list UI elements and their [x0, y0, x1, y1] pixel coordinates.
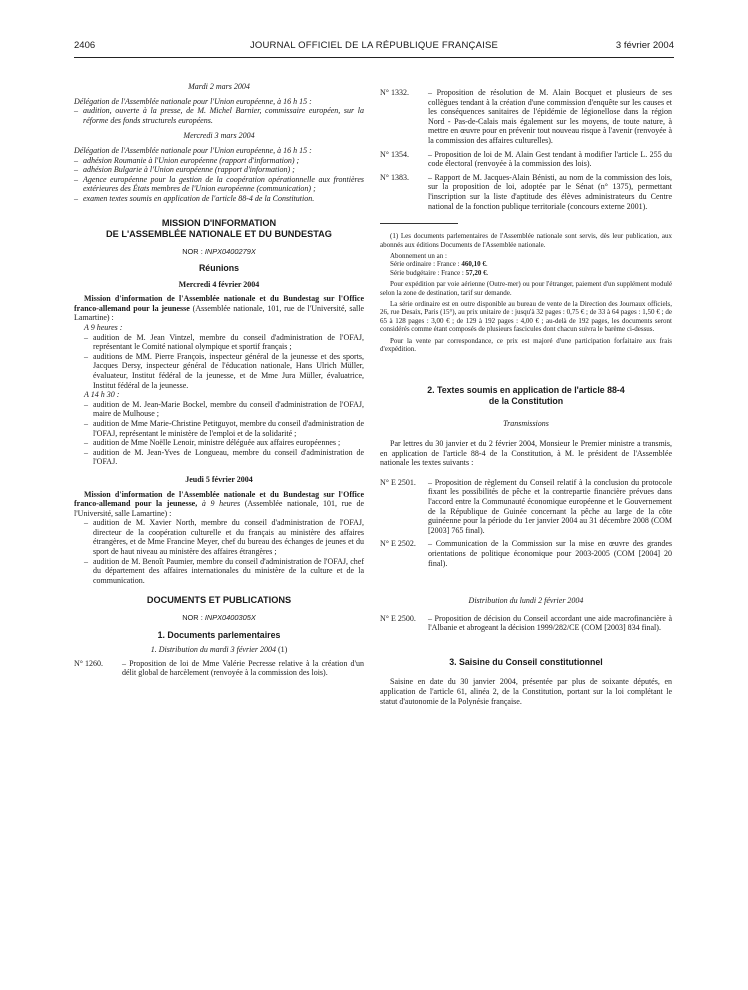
mercredi-delegation: Délégation de l'Assemblée nationale pour l'Union européenne, à 16 h 15 :	[74, 145, 312, 155]
jeudi5-item: – audition de M. Xavier North, membre du conseil d'administration de l'OFAJ, directeur de la coopération culturelle et du français au ministère des affaires étrangères, et de Mme Francine Meyer, chef du bureau des échanges de jeunes et du sport de haut niveau au ministère des affaires étrangères ;	[84, 518, 364, 557]
mercredi4-item: – audition de Mme Noëlle Lenoir, ministre déléguée aux affaires européennes ;	[84, 438, 341, 448]
mercredi4-intro: Mission d'information de l'Assemblée nationale et du Bundestag sur l'Office franco-allemand pour la jeunesse (Assemblée nationale, 101, rue de l'Université, salle Lamartine) :	[74, 294, 365, 323]
footnote-vente: La série ordinaire est en outre disponible au bureau de vente de la Direction des Journaux officiels, 26, rue Desaix, Paris (15°), au prix unitaire de : jusqu'à 32 pages : 0,75 € ; de 33 à 64 pages : 1,50 € ; de 65 à 128 pages : 3,00 € ; de 129 à 192 pages : 4,00 € ; au-delà de 192 pages, les documents seront considérés comme étant composés de plusieurs fascicules dont chacun suivra le barème ci-dessus.	[380, 299, 672, 334]
mission-title-line2: DE L'ASSEMBLÉE NATIONALE ET DU BUNDESTAG	[106, 229, 332, 240]
distribution-lundi: Distribution du lundi 2 février 2004	[468, 596, 584, 606]
s2-heading-line1: 2. Textes soumis en application de l'article 88-4	[427, 385, 625, 396]
footnote-budgetaire: Série budgétaire : France : 57,20 €.	[390, 268, 489, 277]
mercredi-heading: Mercredi 3 mars 2004	[183, 131, 255, 141]
footnote-correspondance: Pour la vente par correspondance, ce prix est majoré d'une participation forfaitaire aux frais d'expédition.	[380, 336, 672, 353]
mission-nor: NOR : INPX0400279X	[182, 246, 256, 256]
jeudi5-item: – audition de M. Benoît Paumier, membre du conseil d'administration de l'OFAJ, chef du département des affaires internationales du ministère de la culture et de la communication.	[84, 556, 364, 585]
mercredi4-item: – audition de Mme Marie-Christine Petitguyot, membre du conseil d'administration de l'OFAJ, représentant le ministère de l'emploi et de la solidarité ;	[84, 418, 364, 438]
mercredi4-item: – audition de M. Jean-Yves de Longueau, membre du conseil d'administration de l'OFAJ.	[84, 447, 364, 467]
mercredi4-time1: A 9 heures :	[84, 323, 123, 332]
header-rule	[74, 57, 674, 58]
issue-date: 3 février 2004	[615, 40, 674, 51]
docs-distribution: 1. Distribution du mardi 3 février 2004 (1)	[150, 645, 288, 655]
doc-1354: N° 1354. – Proposition de loi de M. Alain Gest tendant à modifier l'article L. 255 du code électoral (renvoyée à la commission des lois).	[380, 149, 672, 169]
doc-1383: N° 1383. – Rapport de M. Jacques-Alain Bénisti, au nom de la commission des lois, sur la proposition de loi, adoptée par le Sénat (n° 1375), permettant l'inscription sur la liste d'aptitude des élèves administrateurs du Centre national de la fonction publique territoriale (concours externe 2001).	[380, 172, 672, 211]
mercredi4-item: – audition de M. Jean-Marie Bockel, membre du conseil d'administration de l'OFAJ, maire de Mulhouse ;	[84, 399, 364, 419]
journal-title: JOURNAL OFFICIEL DE LA RÉPUBLIQUE FRANÇAISE	[249, 40, 499, 51]
mardi-delegation: Délégation de l'Assemblée nationale pour l'Union européenne, à 16 h 15 :	[74, 96, 312, 106]
footnote	[380, 232, 672, 353]
jeudi5-heading: Jeudi 5 février 2004	[185, 474, 253, 484]
docs-parl-heading: 1. Documents parlementaires	[157, 629, 281, 640]
mercredi4-time2: A 14 h 30 :	[84, 390, 120, 400]
footnote-abonnement: Abonnement un an :	[390, 251, 447, 260]
s2-heading-line2: de la Constitution	[488, 395, 564, 406]
footnote-expedition: Pour expédition par voie aérienne (Outre-mer) ou pour l'étranger, paiement d'un supplément modulé selon la zone de destination, tarif sur demande.	[380, 280, 672, 297]
doc-1332: N° 1332. – Proposition de résolution de M. Alain Bocquet et plusieurs de ses collègues tendant à la création d'une commission d'enquête sur les causes et les conséquences sanitaires de l'épidémie de légionellose dans la région Nord - Pas-de-Calais mais également sur les moyens, de toute nature, à mettre en œuvre pour en prévenir tout nouveau risque à l'avenir (renvoyée à la commission des affaires culturelles).	[380, 88, 672, 145]
doc-1260: N° 1260. – Proposition de loi de Mme Valérie Pecresse relative à la création d'un délit global de harcèlement (renvoyée à la commission des lois).	[74, 658, 364, 678]
mercredi-item: – adhésion Bulgarie à l'Union européenne (rapport d'information) ;	[74, 165, 295, 175]
mercredi-item: – Agence européenne pour la gestion de la coopération opérationnelle aux frontières extérieures des États membres de l'Union européenne (communication) ;	[74, 174, 364, 194]
docs-title: DOCUMENTS ET PUBLICATIONS	[146, 595, 292, 606]
footnote-ordinaire: Série ordinaire : France : 460,10 €.	[390, 260, 488, 269]
left-column	[74, 82, 364, 678]
docs-nor: NOR : INPX0400305X	[182, 612, 256, 622]
mission-title-line1: MISSION D'INFORMATION	[161, 217, 277, 228]
transmissions-text: Par lettres du 30 janvier et du 2 février 2004, Monsieur le Premier ministre a transmis, en application de l'article 88-4 de la Constitution, à M. le président de l'Assemblée nationale les textes suivants :	[380, 439, 672, 468]
mercredi4-heading: Mercredi 4 février 2004	[178, 279, 260, 289]
s3-heading: 3. Saisine du Conseil constitutionnel	[449, 656, 603, 667]
mardi-heading: Mardi 2 mars 2004	[188, 82, 250, 91]
reunions-heading: Réunions	[198, 263, 240, 274]
doc-e2502: N° E 2502. – Communication de la Commission sur la mise en œuvre des grandes orientations de politique économique pour 2003-2005 (COM [2004] 20 final).	[380, 539, 672, 568]
right-column	[380, 88, 672, 706]
mercredi-item: – adhésion Roumanie à l'Union européenne (rapport d'information) ;	[74, 155, 300, 165]
page-number: 2406	[74, 40, 96, 51]
mercredi4-item: – audition de M. Jean Vintzel, membre du conseil d'administration de l'OFAJ, représentant le Comité national olympique et sportif français ;	[84, 332, 364, 352]
page-header	[74, 40, 674, 54]
s3-text: Saisine en date du 30 janvier 2004, présentée par plus de soixante députés, en application de l'article 61, alinéa 2, de la Constitution, portant sur la loi complétant le statut d'autonomie de la Polynésie française.	[380, 677, 672, 706]
mardi-item: – audition, ouverte à la presse, de M. Michel Barnier, commissaire européen, sur la réforme des fonds structurels européens.	[74, 106, 364, 125]
transmissions-heading: Transmissions	[503, 419, 549, 429]
footnote-rule	[380, 223, 458, 224]
mercredi4-item: – auditions de MM. Pierre François, inspecteur général de la jeunesse et des sports, Jacques Dersy, inspecteur général de l'éducation nationale, Hans Ulrich Müller, évaluateur, Institut fédéral de la jeunesse, et de Mme Jura Müller, évaluatrice, Institut fédéral de la jeunesse.	[84, 351, 364, 390]
footnote-intro: (1) Les documents parlementaires de l'Assemblée nationale sont servis, dès leur publication, aux abonnés aux éditions Documents de l'Assemblée nationale.	[380, 232, 672, 249]
jeudi5-intro: Mission d'information de l'Assemblée nationale et du Bundestag sur l'Office franco-allemand pour la jeunesse, à 9 heures (Assemblée nationale, 101, rue de l'Université, salle Lamartine) :	[74, 489, 364, 518]
mercredi-item: – examen textes soumis en application de l'article 88-4 de la Constitution.	[74, 193, 315, 203]
doc-e2501: N° E 2501. – Proposition de règlement du Conseil relatif à la conclusion du protocole fixant les possibilités de pêche et la contrepartie financière prévues dans l'accord entre la Communauté économique européenne et le Gouvernement de la République de Guinée concernant la pêche au large de la côte guinéenne pour la période du 1er janvier 2004 au 31 décembre 2008 (COM [2003] 765 final).	[380, 477, 672, 535]
doc-e2500: N° E 2500. – Proposition de décision du Conseil accordant une aide macrofinancière à l'Albanie et abrogeant la décision 1999/282/CE (COM [2003] 834 final).	[380, 613, 672, 633]
